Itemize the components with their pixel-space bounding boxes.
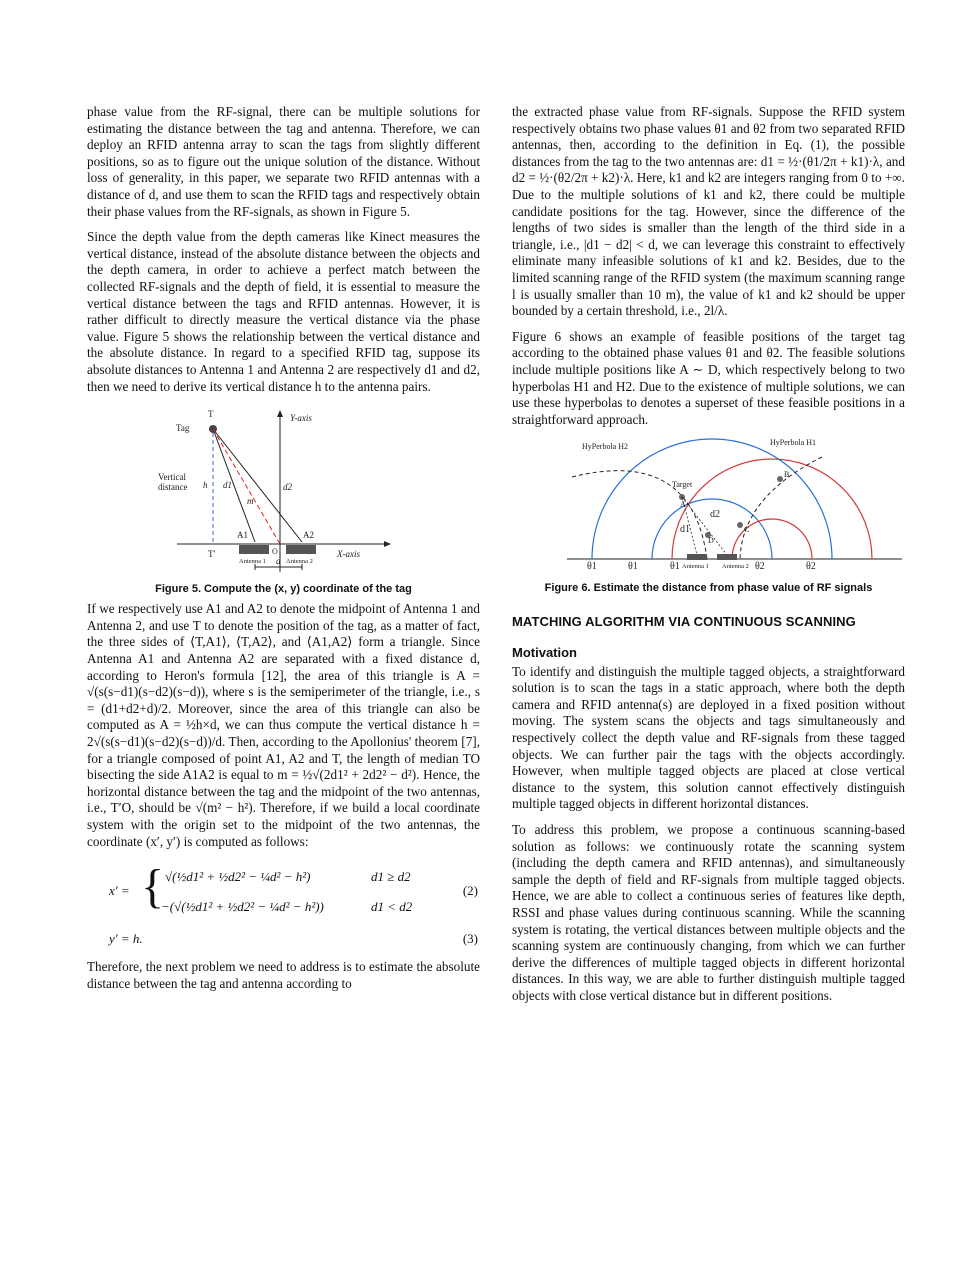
d1-label: d1	[223, 480, 232, 491]
equation-2: x′ = { √(½d1² + ½d2² − ¼d² − h²) d1 ≥ d2 −(√(½d1² + ½d2² − ¼d² − h²)) d1 < d2 (2)	[109, 860, 478, 915]
distance-label: distance	[158, 482, 188, 493]
figure-5-diagram	[87, 404, 480, 576]
figure-6-caption: Figure 6. Estimate the distance from phase value of RF signals	[544, 581, 873, 594]
eq2-case-2: −(√(½d1² + ½d2² − ¼d² − h²))	[161, 899, 324, 915]
target-label: Target	[672, 480, 693, 490]
equation-3	[87, 931, 480, 951]
antenna-2	[286, 545, 316, 554]
point-a: A	[680, 500, 686, 510]
eq3-number: (3)	[462, 931, 478, 947]
paragraph: Figure 6 shows an example of feasible positions of the target tag according to the obtained phase values θ1 and θ2. The feasible solutions include multiple positions like A ∼ D, which respectively belong to two hyperbolas H1 and H2. Due to the existence of multiple solutions, we can use these hyperbolas to denotes a superset of these feasible positions in a straightforward approach.	[512, 328, 905, 427]
right-column	[512, 104, 905, 1014]
point-d: D	[708, 536, 714, 546]
eq3-body: y′ = h.	[109, 931, 143, 947]
theta2-label-1: θ2	[755, 561, 765, 572]
fig6-antenna-2: Antenna 2	[722, 563, 749, 571]
vertical-label: Vertical	[158, 472, 186, 483]
hyperbola-h1-label: HyPerbola H1	[770, 438, 816, 448]
a2-label: A2	[303, 530, 314, 541]
y-axis-label: Y-axis	[290, 413, 312, 424]
a1-label: A1	[237, 530, 248, 541]
antenna-1	[239, 545, 269, 554]
h-label: h	[203, 480, 208, 491]
t-prime-label: T'	[208, 549, 216, 560]
paragraph: To identify and distinguish the multiple tagged objects, a straightforward solution is to scan the tags in a static approach, where both the depth camera and RFID antenna(s) are deployed in a fixed position without moving. The system scans the objects and tags simultaneously and respectively collect the depth value and RF-signals from these tagged objects. We can further pair the tags with the objects accordingly. However, when multiple tagged objects are placed at close vertical distance to the system, this solution cannot effectively distinguish multiple tagged objects in different horizontal distances.	[512, 663, 905, 812]
eq2-lhs: x′ =	[109, 883, 130, 899]
theta1-label-2: θ1	[628, 561, 638, 572]
paragraph: Since the depth value from the depth cameras like Kinect measures the vertical distance, instead of the absolute distance between the objects and the depth camera, in order to achieve a perfect match between the collected RF-signals and the depth of field, it is essential to measure the vertical distance between the tags and RFID antennas. However, it is rather difficult to directly measure the vertical distance via the phase value. Figure 5 shows the relationship between the vertical distance and the absolute distance. In regard to a specified RFID tag, suppose its absolute distances to Antenna 1 and Antenna 2 are respectively d1 and d2, then we need to derive its vertical distance h to the antenna pairs.	[87, 229, 480, 394]
d2-label: d2	[283, 482, 292, 493]
origin-label: O	[272, 547, 278, 557]
subsection-heading: Motivation	[512, 645, 577, 661]
paragraph: If we respectively use A1 and A2 to denote the midpoint of Antenna 1 and Antenna 2, and use T to denote the position of the tag, as a matter of fact, the three sides of ⟨T,A1⟩, ⟨T,A2⟩, and ⟨A1,A2⟩ form a triangle. Since Antenna A1 and Antenna A2 are separated with a fixed distance d, according to Heron's formula [12], the area of this triangle is A = √(s(s−d1)(s−d2)(s−d)), where s is the semiperimeter of the triangle, i.e., s = (d1+d2+d)/2. Moreover, since the area of this triangle can also be computed as A = ½h×d, we can thus compute the vertical distance h = 2√(s(s−d1)(s−d2)(s−d))/d. Then, according to the Apollonius' theorem [7], for a triangle composed of point A1, A2 and T, the length of median TO bisecting the side A1A2 is equal to m = ½√(2d1² + 2d2² − d²). Hence, the horizontal distance between the tag and the midpoint of the two antennas, i.e., T′O, should be √(m² − h²). Therefore, if we build a local coordinate system with the origin set to the midpoint of the two antennas, the coordinate (x′, y′) is computed as follows:	[87, 601, 480, 849]
eq2-cond-1: d1 ≥ d2	[371, 869, 411, 885]
antenna-2-label: Antenna 2	[286, 558, 313, 566]
fig6-d1-label: d1	[680, 524, 690, 536]
point-c: C	[744, 525, 750, 535]
hyperbola-h2-label: HyPerbola H2	[582, 442, 628, 452]
x-axis-label: X-axis	[337, 549, 360, 560]
tag-T-label: T	[208, 409, 214, 420]
paragraph: phase value from the RF-signal, there can be multiple solutions for estimating the distance between the tag and antenna. Therefore, we can deploy an RFID antenna array to scan the tags from slightly different positions, so as to figure out the unique solution of the distance. Without loss of generality, in this paper, we separate two RFID antennas with a distance of d, and use them to scan the RFID tags and respectively obtain their phase values from the RF-signals, as shown in Figure 5.	[87, 104, 480, 219]
fig6-antenna-1: Antenna 1	[682, 563, 709, 571]
fig6-d2-label: d2	[710, 509, 720, 521]
paragraph: the extracted phase value from RF-signals. Suppose the RFID system respectively obtains two phase values θ1 and θ2 from two separated RFID antennas, then, according to the definition in Eq. (1), the possible distances from the tag to the two antennas are: d1 = ½·(θ1/2π + k1)·λ, and d2 = ½·(θ2/2π + k2)·λ. Here, k1 and k2 are integers ranging from 0 to +∞. Due to the multiple solutions of k1 and k2, there could be multiple candidate positions for the tag. However, since the difference of the lengths of two sides is smaller than the length of the third side in a triangle, i.e., |d1 − d2| < d, we can leverage this constraint to effectively eliminate many infeasible solutions of k1 and k2. Besides, due to the limited scanning range of the RFID system (the maximum scanning range l is usually smaller than 10 m), the value of k1 and k2 should be upper bounded by a certain threshold, i.e., 2l/λ.	[512, 104, 905, 319]
eq2-case-1: √(½d1² + ½d2² − ¼d² − h²)	[165, 869, 311, 885]
point-b: B	[784, 470, 790, 480]
theta2-label-2: θ2	[806, 561, 816, 572]
theta1-label-1: θ1	[587, 561, 597, 572]
d-label: d	[276, 556, 281, 567]
eq2-number: (2)	[462, 883, 478, 899]
paragraph: To address this problem, we propose a continuous scanning-based solution as follows: we continuously rotate the scanning system (including the depth camera and RFID antennas), and simultaneously sample the depth of field and RF-signals from multiple tagged objects. Hence, we are able to collect a continuous series of features like depth, RSSI and phase values during continuous scanning. While the scanning system is rotating, the vertical distances between multiple objects and the scanning system are continuously changing, from which we can further derive the differences of multiple tagged objects in different horizontal distances. In this way, we are able to further distinguish multiple tagged objects with close vertical distance but in different positions.	[512, 822, 905, 1003]
figure-6-diagram	[512, 437, 905, 571]
paragraph: Therefore, the next problem we need to address is to estimate the absolute distance between the tag and antenna according to	[87, 959, 480, 991]
figure-5-caption: Figure 5. Compute the (x, y) coordinate of the tag	[155, 582, 412, 595]
m-label: m	[247, 496, 254, 507]
antenna-1-label: Antenna 1	[239, 558, 266, 566]
theta1-label-3: θ1	[670, 561, 680, 572]
tag-label: Tag	[176, 423, 190, 434]
section-heading: MATCHING ALGORITHM VIA CONTINUOUS SCANNING	[512, 614, 856, 630]
left-column	[87, 104, 480, 1001]
eq2-cond-2: d1 < d2	[371, 899, 413, 915]
